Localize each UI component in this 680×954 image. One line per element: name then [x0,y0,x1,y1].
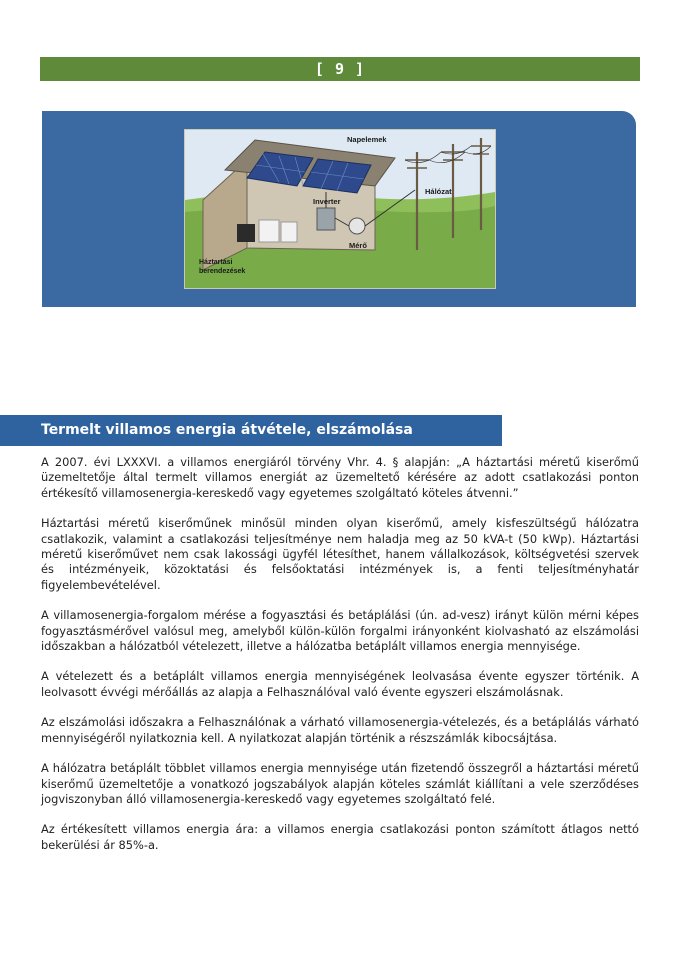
page-number-header: [ 9 ] [40,57,640,81]
paragraph: Az elszámolási időszakra a Felhasználónak a várható villamosenergia-vételezés, és a betáplálás várható mennyiségéről nyilatkoznia kell. A nyilatkozat alapján történik a részszámlák kibocsájtása. [41,715,639,745]
paragraph: Az értékesített villamos energia ára: a villamos energia csatlakozási ponton számított átlagos nettó bekerülési ár 85%-a. [41,822,639,852]
section-title: Termelt villamos energia átvétele, elszámolása [41,422,413,438]
label-panels: Napelemek [347,135,387,144]
label-inverter: Inverter [313,197,341,206]
illustration-panel [42,111,636,307]
solar-system-illustration [184,129,496,289]
section-title-bar [0,415,502,446]
tv-appliance [237,224,255,242]
paragraph: Háztartási méretű kiserőműnek minősül minden olyan kiserőmű, amely kisfeszültségű hálózatra csatlakozik, valamint a csatlakozási teljesítménye nem haladja meg az 50 kVA-t (50 kWp). Háztartási méretű kiserőművet nem csak lakossági ügyfél létesíthet, hanem vállalkozások, költségvetési szervek és intézményeik, közoktatási és felsőoktatási intézmények is, a fenti teljesítményhatár figyelembevételével. [41,516,639,592]
label-grid: Hálózat [425,187,452,196]
label-meter: Mérő [349,241,367,250]
washer-appliance [259,220,279,242]
label-household-1: Háztartási [199,259,233,266]
paragraph: A villamosenergia-forgalom mérése a fogyasztási és betáplálási (ún. ad-vesz) irányt külön mérni képes fogyasztásmérővel valósul meg, amelyből külön-külön forgalmi irányonként kiolvasható az elszámolási időszakban a hálózatból vételezett, illetve a hálózatba betáplált villamos energia mennyisége. [41,608,639,654]
paragraph: A vételezett és a betáplált villamos energia mennyiségének leolvasása évente egyszer történik. A leolvasott évvégi mérőállás az alapja a Felhasználóval való évente egyszeri elszámolásnak. [41,669,639,699]
section-body [41,455,639,868]
paragraph: A hálózatra betáplált többlet villamos energia mennyisége után fizetendő összegről a háztartási méretű kiserőmű üzemeltetője a vonatkozó jogszabályok alapján köteles számlát kiállítani a vele szerződéses jogviszonyban álló villamosenergia-kereskedő vagy egyetemes szolgáltató felé. [41,761,639,806]
fridge-appliance [281,222,297,242]
meter-dial [349,218,365,234]
paragraph: A 2007. évi LXXXVI. a villamos energiáról törvény Vhr. 4. § alapján: „A háztartási méretű kiserőmű üzemeltetője által termelt villamos energiát az üzemeltető kérésére az adott csatlakozási ponton értékesítő villamosenergia-kereskedő vagy egyetemes szolgáltató köteles átvenni.” [41,455,639,500]
label-household-2: berendezések [199,268,246,275]
inverter-box [317,208,335,230]
